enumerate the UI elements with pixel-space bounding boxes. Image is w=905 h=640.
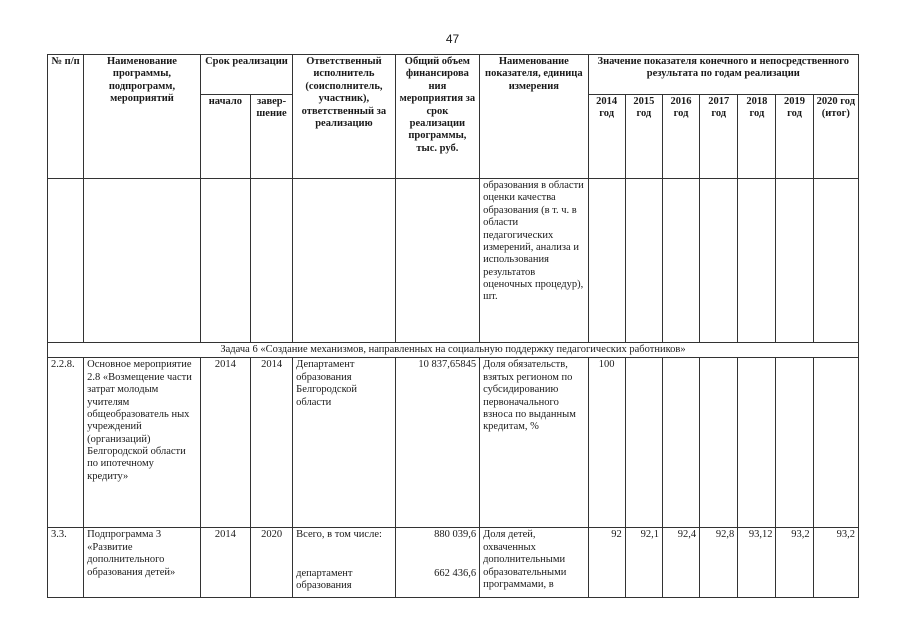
header-name: Наименование программы, подпрограмм, мероприятий: [84, 55, 201, 179]
row-3-3-value-2020: 93,2: [813, 528, 858, 598]
row-3-3-start: 2014: [200, 528, 250, 598]
row-3-3-executor-dept: департамент образования: [296, 567, 353, 592]
row-3-3-value-2016: 92,4: [662, 528, 699, 598]
header-volume: Общий объем финансирова ния мероприятия за срок реализации программы, тыс. руб.: [395, 55, 479, 179]
header-start: начало: [200, 95, 250, 179]
header-year-2016: 2016 год: [662, 95, 699, 179]
row-2-2-8-name: Основное мероприятие 2.8 «Возмещение части затрат молодым учителям общеобразователь ных учреждений (организаций) Белгородской области по ипотечному кредиту»: [84, 358, 201, 528]
row-3-3-num: 3.3.: [48, 528, 84, 598]
row-3-3-end: 2020: [250, 528, 292, 598]
row-2-2-8-executor: Департамент образования Белгородской области: [293, 358, 396, 528]
row-2-2-8-indicator: Доля обязательств, взятых регионом по субсидированию первоначального взноса по выданным кредитам, %: [480, 358, 589, 528]
row-2-2-8-value-2014: 100: [588, 358, 625, 528]
row-3-3-value-2015: 92,1: [625, 528, 662, 598]
row-2-2-8-value-2016: [662, 358, 699, 528]
row-2-2-8-volume: 10 837,65845: [395, 358, 479, 528]
header-end: завер-шение: [250, 95, 292, 179]
row-3-3-volume: [395, 528, 479, 598]
row-3-3-executor-total: Всего, в том числе:: [296, 529, 382, 541]
header-year-2014: 2014 год: [588, 95, 625, 179]
page-number: 47: [445, 32, 460, 46]
row-3-3-volume-dept: 662 436,6: [434, 567, 477, 579]
header-year-2019: 2019 год: [776, 95, 813, 179]
task-6-heading: Задача 6 «Создание механизмов, направленных на социальную поддержку педагогических работников»: [48, 343, 859, 358]
row-3-3-name: Подпрограмма 3 «Развитие дополнительного образования детей»: [84, 528, 201, 598]
table-row-2-2-8: [48, 358, 859, 528]
row-3-3-executor: [293, 528, 396, 598]
row-2-2-8-value-2019: [776, 358, 813, 528]
row-3-3-value-2018: 93,12: [738, 528, 776, 598]
header-year-2015: 2015 год: [625, 95, 662, 179]
row-2-2-8-value-2015: [625, 358, 662, 528]
header-executor: Ответственный исполнитель (соисполнитель, участник), ответственный за реализацию: [293, 55, 396, 179]
header-row-top: [48, 55, 859, 95]
header-indicator: Наименование показателя, единица измерения: [480, 55, 589, 179]
row-2-2-8-end: 2014: [250, 358, 292, 528]
row-2-2-8-start: 2014: [200, 358, 250, 528]
row-3-3-volume-total: 880 039,6: [434, 529, 477, 541]
row-2-2-8-num: 2.2.8.: [48, 358, 84, 528]
continued-indicator: образования в области оценки качества образования (в т. ч. в области педагогических измерений, анализа и использования результатов оценочных процедур), шт.: [480, 179, 589, 343]
header-term: Срок реализации: [200, 55, 292, 95]
header-values-group: Значение показателя конечного и непосредственного результата по годам реализации: [588, 55, 858, 95]
continued-row: [48, 179, 859, 343]
row-2-2-8-value-2020: [813, 358, 858, 528]
row-2-2-8-value-2018: [738, 358, 776, 528]
table-row-3-3: [48, 528, 859, 598]
header-year-2017: 2017 год: [700, 95, 738, 179]
row-2-2-8-value-2017: [700, 358, 738, 528]
header-year-2018: 2018 год: [738, 95, 776, 179]
row-3-3-value-2019: 93,2: [776, 528, 813, 598]
task-row: [48, 343, 859, 358]
row-3-3-indicator: Доля детей, охваченных дополнительными образовательными программами, в: [480, 528, 589, 598]
header-num: № п/п: [48, 55, 84, 179]
row-3-3-value-2014: 92: [588, 528, 625, 598]
row-3-3-value-2017: 92,8: [700, 528, 738, 598]
program-table: [47, 54, 859, 598]
header-year-2020: 2020 год (итог): [813, 95, 858, 179]
